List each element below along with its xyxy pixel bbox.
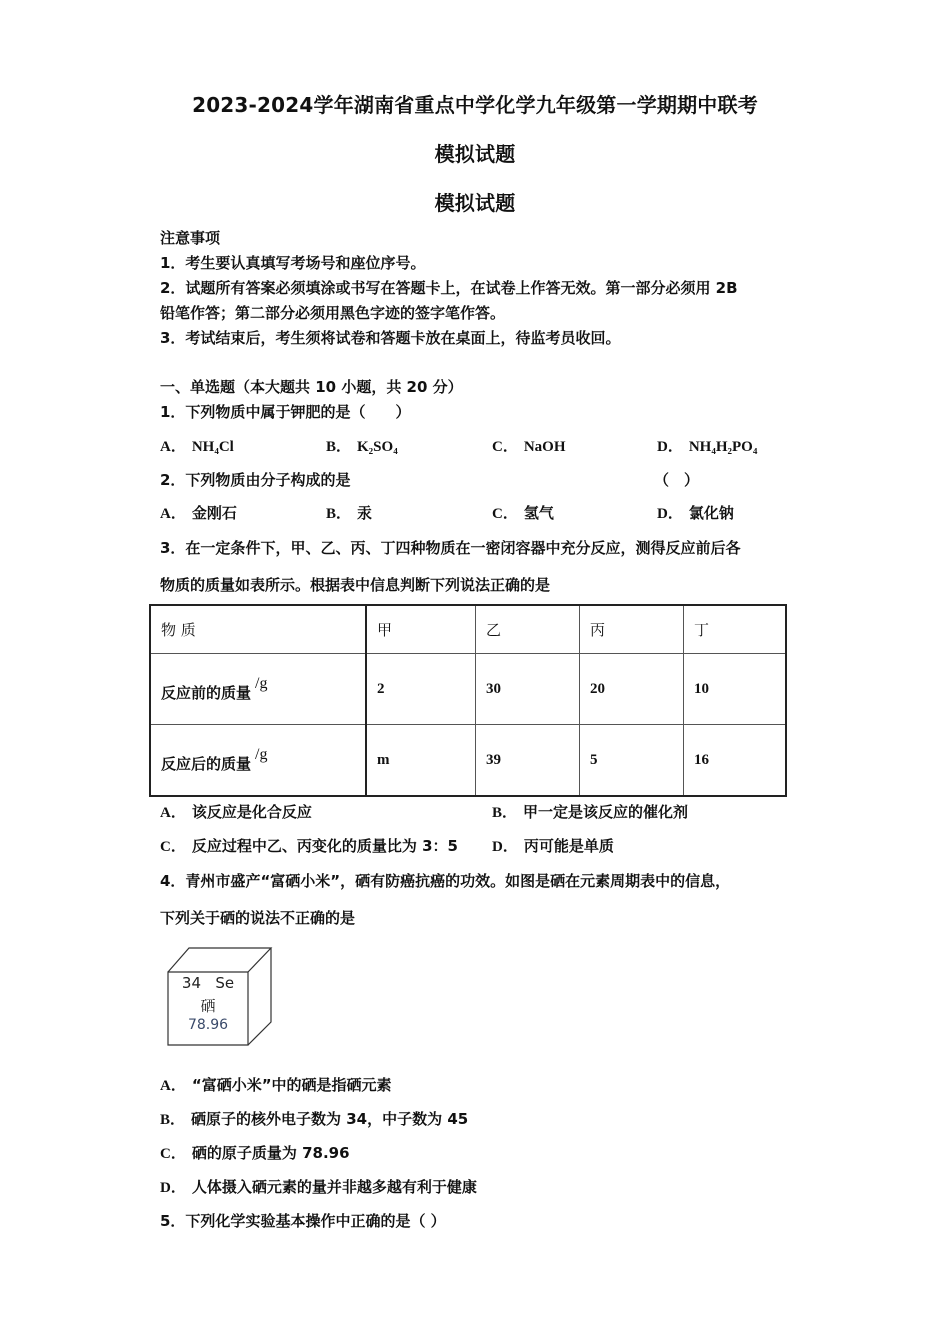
option-text: 人体摄入硒元素的量并非越多越有利于健康 xyxy=(191,1178,477,1196)
question-4-stem: 4．青州市盛产“富硒小米”，硒有防癌抗癌的功效。如图是硒在元素周期表中的信息， xyxy=(160,872,731,890)
element-number-symbol: 34 Se xyxy=(181,974,235,992)
question-3-option-c: C． 反应过程中乙、丙变化的质量比为 3：5 xyxy=(160,837,458,855)
table-cell: 10 xyxy=(684,654,787,725)
element-cell xyxy=(168,972,248,1044)
notice-item: 铅笔作答；第二部分必须用黑色字迹的签字笔作答。 xyxy=(160,304,506,322)
element-mass: 78.96 xyxy=(187,1017,229,1033)
question-1-option-b: B． K₂SO₄ xyxy=(326,439,398,455)
option-text: 氢气 xyxy=(523,504,554,522)
question-2-answer-paren: （ ） xyxy=(654,471,700,489)
option-text: NaOH xyxy=(523,439,566,455)
table-row xyxy=(150,654,786,725)
question-2-option-a: A． 金刚石 xyxy=(160,504,237,522)
option-text: 甲一定是该反应的催化剂 xyxy=(523,803,689,821)
table-row xyxy=(150,725,786,797)
table-header-cell: 丁 xyxy=(684,605,787,654)
table-header-cell: 物 质 xyxy=(150,605,366,654)
option-text: 该反应是化合反应 xyxy=(191,803,312,821)
question-3-option-d: D． 丙可能是单质 xyxy=(492,837,614,855)
question-1-option-c: C． NaOH xyxy=(492,439,566,455)
question-4-stem-cont: 下列关于硒的说法不正确的是 xyxy=(160,909,356,927)
question-1-stem: 1．下列物质中属于钾肥的是（ ） xyxy=(160,403,411,421)
table-header-cell: 乙 xyxy=(476,605,580,654)
page-title: 2023-2024学年湖南省重点中学化学九年级第一学期期中联考 xyxy=(192,93,758,117)
option-text: 金刚石 xyxy=(191,504,237,522)
option-text: NH₄H₂PO₄ xyxy=(688,439,758,455)
notice-item: 3．考试结束后，考生须将试卷和答题卡放在桌面上，待监考员收回。 xyxy=(160,329,621,347)
option-text: 汞 xyxy=(357,504,373,522)
question-1-option-a: A． NH₄Cl xyxy=(160,439,234,455)
table-cell: 16 xyxy=(684,725,787,797)
question-2-option-b: B． 汞 xyxy=(326,504,373,522)
unit-label: /g xyxy=(255,746,268,763)
option-text: 硒的原子质量为 78.96 xyxy=(191,1144,350,1162)
question-2-option-c: C． 氢气 xyxy=(492,504,554,522)
option-text: 硒原子的核外电子数为 34，中子数为 45 xyxy=(191,1110,469,1128)
section-heading: 一、单选题（本大题共 10 小题，共 20 分） xyxy=(160,378,463,396)
table-cell: 2 xyxy=(366,654,476,725)
table-cell: 5 xyxy=(580,725,684,797)
option-text: 丙可能是单质 xyxy=(523,837,614,855)
row-label-cell: 反应前的质量/g xyxy=(150,654,366,725)
page-subtitle: 模拟试题 xyxy=(434,142,516,166)
row-label-cell: 反应后的质量/g xyxy=(150,725,366,797)
option-text: K₂SO₄ xyxy=(357,439,398,455)
selenium-element-cube xyxy=(165,945,277,1049)
table-header-row xyxy=(150,605,786,654)
mass-table xyxy=(149,604,787,797)
table-cell: m xyxy=(366,725,476,797)
question-1-option-d: D． NH₄H₂PO₄ xyxy=(657,439,758,455)
table-cell: 39 xyxy=(476,725,580,797)
question-4-option-d: D． 人体摄入硒元素的量并非越多越有利于健康 xyxy=(160,1178,477,1196)
table-header-cell: 丙 xyxy=(580,605,684,654)
option-text: “富硒小米”中的硒是指硒元素 xyxy=(191,1076,392,1094)
notice-heading: 注意事项 xyxy=(160,229,221,247)
table-header-cell: 甲 xyxy=(366,605,476,654)
question-3-option-a: A． 该反应是化合反应 xyxy=(160,803,312,821)
notice-item: 1．考生要认真填写考场号和座位序号。 xyxy=(160,254,426,272)
question-4-option-b: B． 硒原子的核外电子数为 34，中子数为 45 xyxy=(160,1110,469,1128)
question-5-stem: 5．下列化学实验基本操作中正确的是（ ） xyxy=(160,1212,446,1230)
table-cell: 30 xyxy=(476,654,580,725)
option-text: 反应过程中乙、丙变化的质量比为 3：5 xyxy=(191,837,458,855)
page-subtitle-repeat: 模拟试题 xyxy=(434,191,516,215)
question-2-stem: 2．下列物质由分子构成的是 xyxy=(160,471,351,489)
notice-item: 2．试题所有答案必须填涂或书写在答题卡上，在试卷上作答无效。第一部分必须用 2B xyxy=(160,279,738,297)
option-text: 氯化钠 xyxy=(688,504,734,522)
question-3-option-b: B． 甲一定是该反应的催化剂 xyxy=(492,803,689,821)
question-3-stem-cont: 物质的质量如表所示。根据表中信息判断下列说法正确的是 xyxy=(160,576,551,594)
unit-label: /g xyxy=(255,675,268,692)
table-cell: 20 xyxy=(580,654,684,725)
question-4-option-c: C． 硒的原子质量为 78.96 xyxy=(160,1144,350,1162)
question-3-stem: 3．在一定条件下，甲、乙、丙、丁四种物质在一密闭容器中充分反应，测得反应前后各 xyxy=(160,539,741,557)
option-text: NH₄Cl xyxy=(191,439,234,455)
question-4-option-a: A． “富硒小米”中的硒是指硒元素 xyxy=(160,1076,392,1094)
element-name: 硒 xyxy=(200,997,216,1015)
question-2-option-d: D． 氯化钠 xyxy=(657,504,734,522)
